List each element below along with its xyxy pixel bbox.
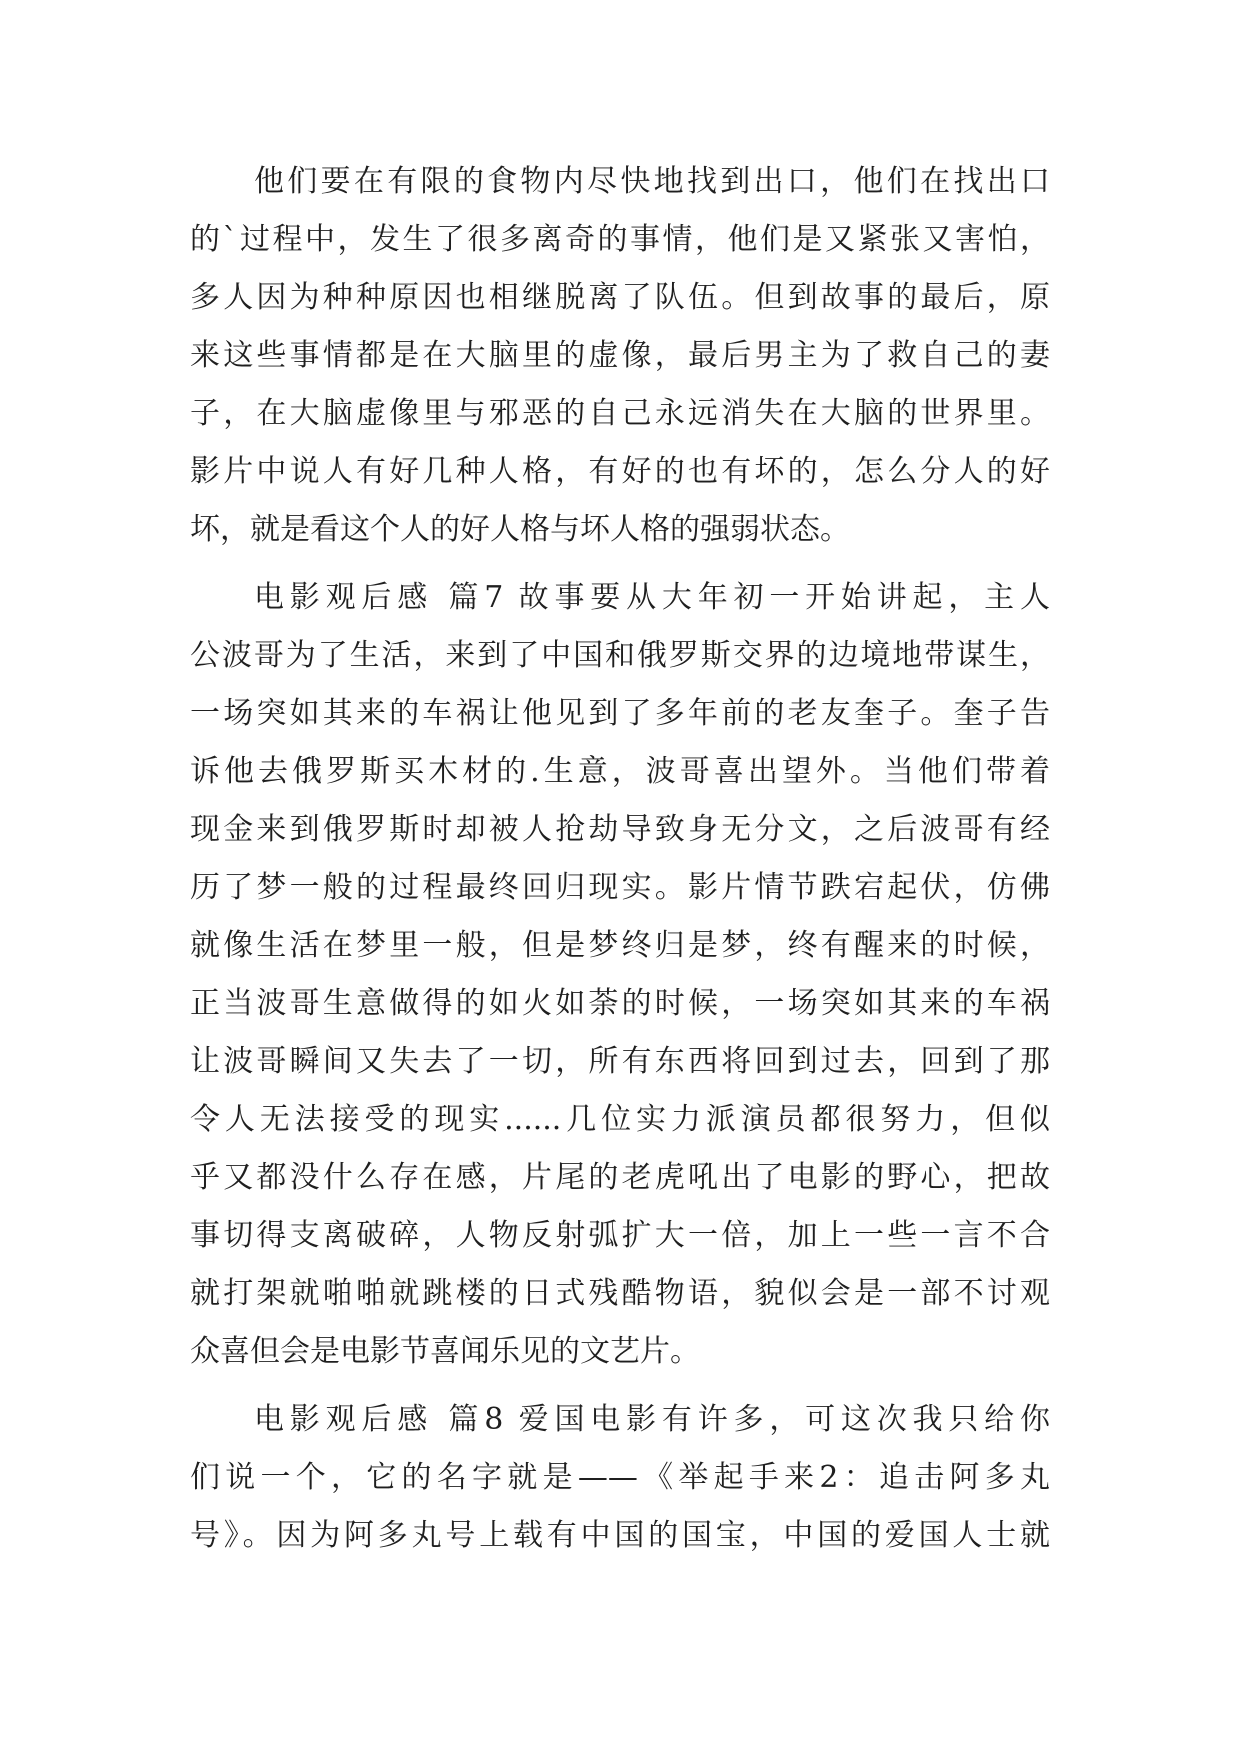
paragraph-2 [190,569,1050,1381]
text-line: 号》。因为阿多丸号上载有中国的国宝，中国的爱国人士就 [190,1518,1050,1553]
text-line: 正当波哥生意做得的如火如荼的时候，一场突如其来的车祸 [190,986,1050,1021]
text-line: 电影观后感 篇8 爱国电影有许多，可这次我只给你 [254,1402,1050,1437]
text-line: 让波哥瞬间又失去了一切，所有东西将回到过去，回到了那 [190,1044,1050,1079]
text-line: 就像生活在梦里一般，但是梦终归是梦，终有醒来的时候， [190,928,1050,963]
text-line: 坏，就是看这个人的好人格与坏人格的强弱状态。 [190,512,850,547]
paragraph-spacer [190,559,1050,569]
text-line: 现金来到俄罗斯时却被人抢劫导致身无分文，之后波哥有经 [190,812,1050,847]
text-line: 一场突如其来的车祸让他见到了多年前的老友奎子。奎子告 [190,696,1050,731]
paragraph-spacer [190,1381,1050,1391]
text-line: 们说一个，它的名字就是——《举起手来2：追击阿多丸 [190,1460,1050,1495]
text-line: 诉他去俄罗斯买木材的.生意，波哥喜出望外。当他们带着 [190,754,1050,789]
text-line: 就打架就啪啪就跳楼的日式残酷物语，貌似会是一部不讨观 [190,1276,1050,1311]
paragraph-3 [190,1391,1050,1565]
text-line: 多人因为种种原因也相继脱离了队伍。但到故事的最后，原 [190,280,1050,315]
text-line: 电影观后感 篇7 故事要从大年初一开始讲起，主人 [254,580,1050,615]
text-line: 众喜但会是电影节喜闻乐见的文艺片。 [190,1334,700,1369]
text-line: 乎又都没什么存在感，片尾的老虎吼出了电影的野心，把故 [190,1160,1050,1195]
text-line: 公波哥为了生活，来到了中国和俄罗斯交界的边境地带谋生， [190,638,1050,673]
text-line: 的`过程中，发生了很多离奇的事情，他们是又紧张又害怕， [190,222,1050,257]
text-line: 历了梦一般的过程最终回归现实。影片情节跌宕起伏，仿佛 [190,870,1050,905]
text-line: 子，在大脑虚像里与邪恶的自己永远消失在大脑的世界里。 [190,396,1050,431]
text-line: 来这些事情都是在大脑里的虚像，最后男主为了救自己的妻 [190,338,1050,373]
document-body [190,153,1050,1565]
text-line: 事切得支离破碎，人物反射弧扩大一倍，加上一些一言不合 [190,1218,1050,1253]
text-line: 他们要在有限的食物内尽快地找到出口，他们在找出口 [254,164,1050,199]
text-line: 影片中说人有好几种人格，有好的也有坏的，怎么分人的好 [190,454,1050,489]
paragraph-1 [190,153,1050,559]
text-line: 令人无法接受的现实......几位实力派演员都很努力，但似 [190,1102,1050,1137]
